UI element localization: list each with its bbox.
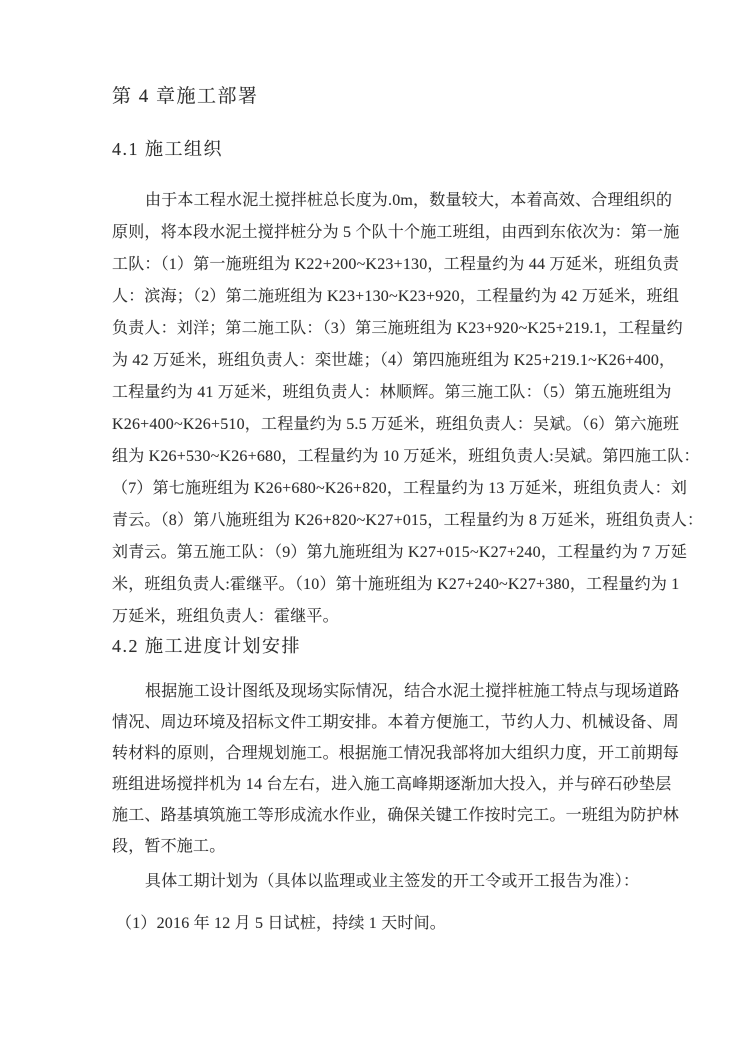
- text-line: 原则，将本段水泥土搅拌桩分为 5 个队十个施工班组，由西到东依次为：第一施: [112, 224, 680, 241]
- text-line: （7）第七施班组为 K26+680~K26+820，工程量约为 13 万延米，班组负责人：刘: [112, 480, 688, 497]
- text-line: 工队：（1）第一施班组为 K22+200~K23+130，工程量约为 44 万延米，班组负责: [112, 256, 680, 273]
- text-line: 万延米，班组负责人：霍继平。: [112, 608, 339, 625]
- schedule-plan-note: [112, 866, 640, 897]
- plan-item-1: [112, 908, 636, 939]
- chapter-heading: 第 4 章施工部署: [112, 86, 259, 107]
- text-line: 由于本工程水泥土搅拌桩总长度为.0m，数量较大，本着高效、合理组织的: [145, 192, 673, 209]
- text-line: 为 42 万延米，班组负责人：栾世雄；（4）第四施班组为 K25+219.1~K26+400，: [112, 352, 676, 369]
- text-line: 人：滨海；（2）第二施班组为 K23+130~K23+920，工程量约为 42 万延米，班组: [112, 288, 680, 305]
- text-line: 段，暂不施工。: [112, 838, 226, 855]
- text-line: 工程量约为 41 万延米，班组负责人：林顺辉。第三施工队：（5）第五施班组为: [112, 384, 672, 401]
- text-line: 刘青云。第五施工队：（9）第九施班组为 K27+015~K27+240，工程量约为 7 万延: [112, 544, 688, 561]
- text-line: 根据施工设计图纸及现场实际情况，结合水泥土搅拌桩施工特点与现场道路: [145, 683, 680, 700]
- text-line: 组为 K26+530~K26+680，工程量约为 10 万延米，班组负责人:吴斌。第四施工队：: [112, 448, 700, 465]
- text-line: 米，班组负责人:霍继平。（10）第十施班组为 K27+240~K27+380，工程量约为 1: [112, 576, 680, 593]
- text-line: 具体工期计划为（具体以监理或业主签发的开工令或开工报告为准）：: [145, 873, 640, 890]
- schedule-arrangement-paragraph: [112, 676, 680, 862]
- section-heading-4-1: 4.1 施工组织: [112, 139, 223, 159]
- text-line: （1）2016 年 12 月 5 日试桩，持续 1 天时间。: [116, 915, 447, 932]
- section-heading-4-2: 4.2 施工进度计划安排: [112, 636, 301, 656]
- construction-organization-paragraph: [112, 185, 704, 633]
- text-line: 情况、周边环境及招标文件工期安排。本着方便施工，节约人力、机械设备、周: [112, 714, 680, 731]
- text-line: 负责人：刘洋；第二施工队：（3）第三施班组为 K23+920~K25+219.1，工程量约: [112, 320, 683, 337]
- text-line: 转材料的原则，合理规划施工。根据施工情况我部将加大组织力度，开工前期每: [112, 745, 680, 762]
- text-line: 青云。（8）第八施班组为 K26+820~K27+015，工程量约为 8 万延米，班组负责人：: [112, 512, 704, 529]
- text-line: 施工、路基填筑施工等形成流水作业，确保关键工作按时完工。一班组为防护林: [112, 807, 680, 824]
- text-line: K26+400~K26+510，工程量约为 5.5 万延米，班组负责人：吴斌。（6）第六施班: [112, 416, 680, 433]
- text-line: 班组进场搅拌机为 14 台左右，进入施工高峰期逐渐加大投入，并与碎石砂垫层: [112, 776, 672, 793]
